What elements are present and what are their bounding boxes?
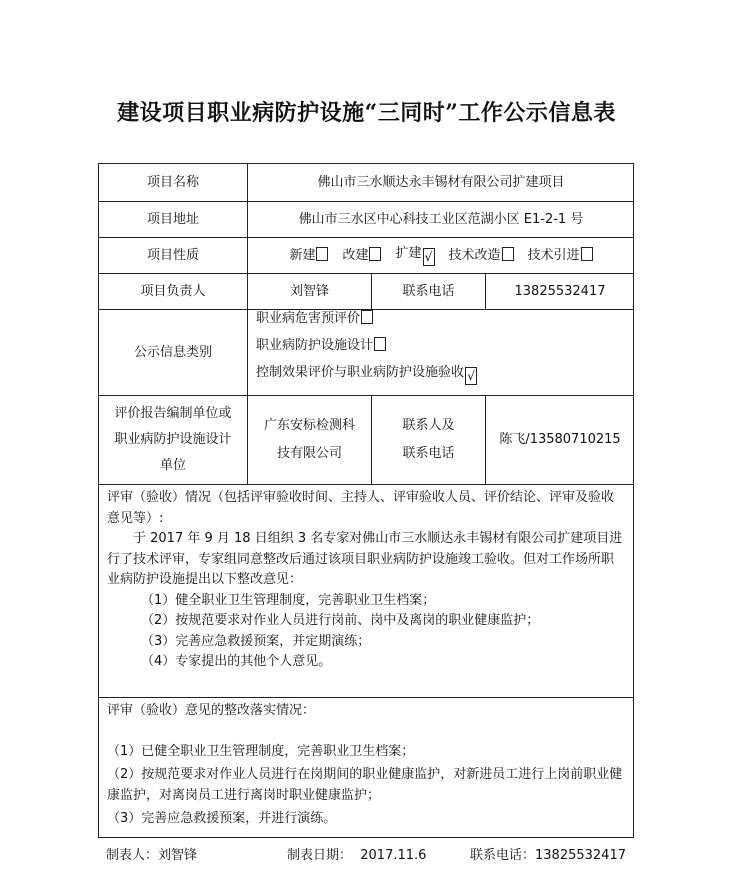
contact-label: 联系人及 联系电话 [372,396,486,485]
evaluation-unit-label: 评价报告编制单位或 职业病防护设施设计 单位 [99,396,248,485]
review-item: （2）按规范要求对作业人员进行岗前、岗中及离岗的职业健康监护； [141,613,540,628]
footer-preparer: 制表人：刘智锋 [106,848,198,863]
project-leader-label: 项目负责人 [99,274,248,310]
review-item: （1）健全职业卫生管理制度，完善职业卫生档案； [141,592,436,608]
evaluation-unit-value: 广东安标检测科 技有限公司 [248,396,372,485]
checkbox-icon [369,247,381,261]
checkbox-icon [374,337,386,351]
nature-option-tech-import: 技术引进 [528,247,593,265]
project-address-label: 项目地址 [99,202,248,238]
phone-label: 联系电话 [372,274,486,310]
checkmark-icon: √ [465,367,477,385]
project-name-value: 佛山市三水顺达永丰锡材有限公司扩建项目 [248,164,634,202]
review-item: （4）专家提出的其他个人意见。 [141,654,332,669]
footer-date: 制表日期： 2017.11.6 [287,848,427,863]
project-address-value: 佛山市三水区中心科技工业区范湖小区 E1-2-1 号 [248,202,634,238]
rectification-item: （2）按规范要求对作业人员进行在岗期间的职业健康监护，对新进员工进行上岗前职业健康监护，对离岗员工进行离岗时职业健康监护； [107,767,623,803]
project-leader-value: 刘智锋 [248,274,372,310]
rectification-item: （1）已健全职业卫生管理制度，完善职业卫生档案； [107,743,415,759]
page-title: 建设项目职业病防护设施“三同时”工作公示信息表 [117,100,616,126]
info-category-label: 公示信息类别 [99,310,248,396]
nature-option-rebuild: 改建 [342,247,381,265]
nature-option-expand: 扩建 √ [395,245,434,266]
nature-option-new: 新建 [289,247,328,265]
footer-phone: 联系电话：13825532417 [470,848,626,863]
rectification-section [99,698,634,838]
info-table [98,163,634,838]
checkbox-icon [361,310,373,324]
project-nature-options [248,238,634,274]
category-option-acceptance: 控制效果评价与职业病防护设施验收 √ [256,364,477,385]
project-name-label: 项目名称 [99,164,248,202]
rectification-heading: 评审（验收）意见的整改落实情况： [107,703,316,718]
checkbox-icon [316,247,328,261]
nature-option-tech-renovation: 技术改造 [449,247,514,265]
checkbox-icon [581,247,593,261]
project-nature-label: 项目性质 [99,238,248,274]
contact-value: 陈飞/13580710215 [486,396,634,485]
review-section [99,485,634,698]
rectification-item: （3）完善应急救援预案，并进行演练。 [107,811,337,826]
category-option-pre-assessment: 职业病危害预评价 [256,310,373,328]
category-option-design: 职业病防护设施设计 [256,337,386,355]
review-body: 于 2017 年 9 月 18 日组织 3 名专家对佛山市三水顺达永丰锡材有限公司扩建项目进行了技术评审，专家组同意整改后通过该项目职业病防护设施竣工验收。但对工作场所职业病防护设施提出以下整改意见： [107,531,623,587]
checkbox-icon [502,247,514,261]
phone-value: 13825532417 [486,274,634,310]
review-heading: 评审（验收）情况（包括评审验收时间、主持人、评审验收人员、评价结论、评审及验收意见等）: [107,490,615,526]
info-category-options [248,310,634,396]
review-item: （3）完善应急救援预案，并定期演练； [141,633,371,649]
checkmark-icon: √ [423,248,435,266]
